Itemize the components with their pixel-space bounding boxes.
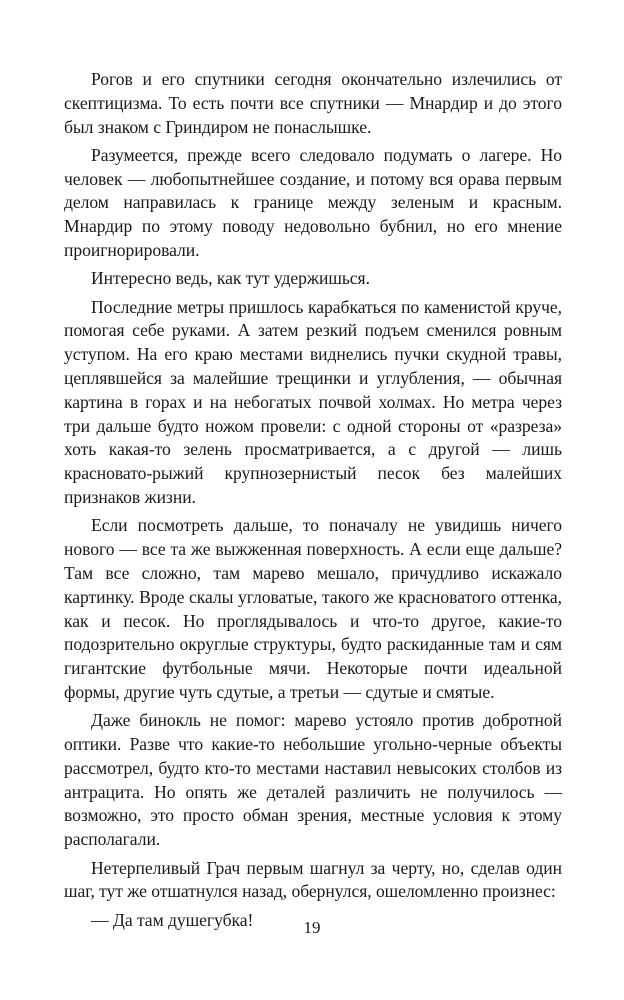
paragraph-2: Разумеется, прежде всего следовало подумать о лагере. Но человек — любопытнейшее создание, и потому вся орава первым делом направилась к границе между зеленым и красным. Мнардир по этому поводу недовольно бубнил, но его мнение проигнорировали. <box>64 144 562 261</box>
paragraph-1: Рогов и его спутники сегодня окончательно излечились от скептицизма. То есть почти все спутники — Мнардир и до этого был знаком с Гриндиром не понаслышке. <box>64 69 562 137</box>
paragraph-4: Последние метры пришлось карабкаться по каменистой круче, помогая себе руками. А затем резкий подъем сменился ровным уступом. На его краю местами виднелись пучки скудной травы, цеплявшейся за малейшие трещинки и углубления, — обычная картина в горах и на небогатых почвой холмах. Но метра через три дальше будто ножом провели: с одной стороны от «разреза» хоть какая-то зелень просматривается, а с другой — лишь красновато-рыжий крупнозернистый песок без малейших признаков жизни. <box>64 296 562 508</box>
paragraph-7: Нетерпеливый Грач первым шагнул за черту, но, сделав один шаг, тут же отшатнулся назад, обернулся, ошеломленно произнес: <box>64 857 562 902</box>
paragraph-6: Даже бинокль не помог: марево устояло против добротной оптики. Разве что какие-то небольшие угольно-черные объекты рассмотрел, будто кто-то местами наставил невысоких столбов из антрацита. Но опять же деталей различить не получилось — возможно, это просто обман зрения, местные условия к этому располагали. <box>64 710 562 850</box>
page-body <box>64 68 562 932</box>
paragraph-3: Интересно ведь, как тут удержишься. <box>91 268 370 289</box>
paragraph-8: — Да там душегубка! <box>91 909 254 930</box>
page-number: 19 <box>303 918 321 937</box>
paragraph-5: Если посмотреть дальше, то поначалу не увидишь ничего нового — все та же выжженная поверхность. А если еще дальше? Там все сложно, там марево мешало, причудливо искажало картинку. Вроде скалы угловатые, такого же красноватого оттенка, как и песок. Но проглядывалось и что-то другое, какие-то подозрительно округлые структуры, будто раскиданные там и сям гигантские футбольные мячи. Некоторые почти идеальной формы, другие чуть сдутые, а третьи — сдутые и смятые. <box>64 515 562 702</box>
